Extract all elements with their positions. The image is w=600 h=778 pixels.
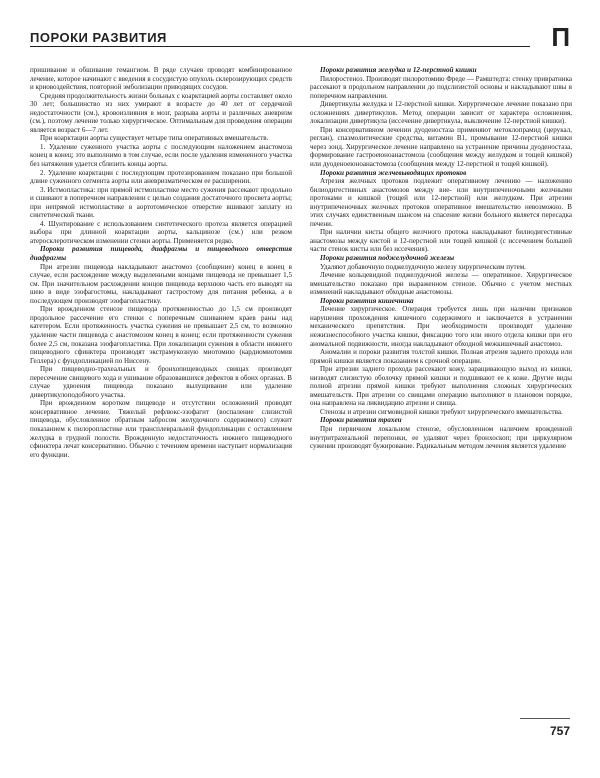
- paragraph: Атрезия желчных протоков подлежит оперативному лечению — наложению билиодигестивных анастомозов между вне- или внутрипеченочными желчными протоками и кишкой (тощей или 12-перстной) или желудком. При атрезии внутрипеченочных желчных протоков оперативное вмешательство невозможно. В этих случаях единственным шансом на спасение жизни больного является пересадка печени.: [310, 177, 572, 228]
- left-column: [30, 66, 292, 459]
- paragraph: Лечение хирургическое. Операция требуется лишь при наличии признаков нарушения прохождения кишечного содержимого и заключается в устранении механического препятствия. При необходимости производят удаление нежизнеспособного участка кишки, фиксацию того или иного отдела кишки при его аномальной подвижности, иногда накладывают обходной межкишечный анастомоз.: [310, 305, 572, 348]
- paragraph: При врожденном коротком пищеводе и отсутствии осложнений проводят консервативное лечение. Тяжелый рефлюкс-эзофагит (воспаление слизистой пищевода, обусловленное обратным забросом желудочного содержимого) служит показанием к пилоропластике или трансплевральной фундопликации с оставлением желудка в грудной полости. Врожденную недостаточность нижнего пищеводного сфинктера лечат консервативно. Обычно с течением времени наступает нормализация его функции.: [30, 399, 292, 459]
- header-rule: [30, 46, 530, 47]
- section-heading: Пороки развития поджелудочной железы: [320, 254, 455, 263]
- section-heading: Пороки развития желчевыводящих протоков: [320, 168, 467, 177]
- section-heading: Пороки развития трахеи: [320, 416, 402, 425]
- right-column: [310, 66, 572, 451]
- paragraph: При пищеводно-трахеальных и бронхопищеводных свищах производят пересечение свищевого хода и ушивание образовавшихся дефектов в обоих органах. В случае удвоения пищевода показано вылущивание или удаление дивертикулоподобного участка.: [30, 365, 292, 399]
- paragraph: пришивание и обшивание гемангиом. В ряде случаев проводят комбинированное лечение, которое начинают с введения в сосудистую опухоль склерозирующих средств и криовоздействия, повторной эмболизации приводящих сосудов.: [30, 66, 292, 92]
- paragraph: 3. Истмопластика: при прямой истмопластике место сужения рассекают продольно и сшивают в поперечном направлении с целью создания достаточного просвета аорты; при непрямой истмопластике в аортотомическое отверстие вшивают заплату из синтетической ткани.: [30, 185, 292, 220]
- paragraph: При консервативном лечении дуоденостаза применяют метоклопрамид (церукал, реглан), спазмолитические средства, витамин B1, промывание 12-перстной кишки через зонд. Хирургическое лечение направлено на устранение причины дуоденостаза, формирование гастроеюноанастомоза (сообщения между желудком и тощей кишкой) или дуоденоеюноанастомоза (сообщения между 12-перстной и тощей кишкой).: [310, 125, 572, 169]
- paragraph: Лечение кольцевидной поджелудочной железы — оперативное. Хирургическое вмешательство показано при выраженном стенозе. Обычно с учетом местных изменений накладывают обходные анастомозы.: [310, 271, 572, 297]
- section-letter: П: [551, 22, 570, 52]
- paragraph: Удаляют добавочную поджелудочную железу хирургическим путем.: [320, 262, 526, 271]
- paragraph: При первичном локальном стенозе, обусловленном наличием врожденной внутритрахеальной перепонки, ее удаляют через бронхоскоп; при циркулярном сужении производят бужирование. Радикальным методом лечения является удаление: [310, 424, 572, 451]
- paragraph: При коарктации аорты существует четыре типа оперативных вмешательств.: [40, 134, 269, 143]
- section-heading: Пороки развития пищевода, диафрагмы и пищеводного отверстия диафрагмы: [30, 245, 292, 263]
- paragraph: Пилоростеноз. Производят пилоротомию Фреде — Рамштедта: стенку привратника рассекают в продольном направлении до подслизистой основы и накладывают швы в поперечном направлении.: [310, 74, 572, 100]
- page-number-rule: [520, 718, 570, 719]
- running-title: ПОРОКИ РАЗВИТИЯ: [30, 30, 167, 45]
- paragraph: 1. Удаление суженного участка аорты с последующим наложением анастомоза конец в конец; это выполнимо в том случае, если после удаления измененного участка без натяжения удается сблизить концы аорты.: [30, 142, 292, 169]
- paragraph: При наличии кисты общего желчного протока накладывают билиодигестивные анастомозы между кистой и 12-перстной или тощей кишкой (с иссечением большей части стенок кисты или без иссечения).: [310, 228, 572, 254]
- page-number: 757: [549, 724, 570, 738]
- paragraph: При атрезии заднего прохода рассекают кожу, заращивающую выход из кишки, низводят слизистую оболочку прямой кишки и подшивают ее к коже. Другие виды полной атрезии прямой кишки требуют выполнения сложных хирургических вмешательств. При атрезии со свищами операцию выполняют в плановом порядке, она направлена на ликвидацию атрезии и свища.: [310, 365, 572, 408]
- section-heading: Пороки развития кишечника: [320, 296, 414, 305]
- paragraph: Дивертикулы желудка и 12-перстной кишки. Хирургическое лечение показано при осложнениях дивертикулов. Метод операции зависит от характера осложнения, локализации дивертикула (иссечение дивертикула, выключение 12-перстной кишки).: [310, 100, 572, 126]
- paragraph: При атрезии пищевода накладывают анастомоз (сообщение) конец в конец в случае, если расхождение между выделенными концами пищевода не превышает 1,5 см. При значительном расхождении концов пищевода верхнюю часть его выводят на шею в виде эзофагостомы, накладывают гастростому для питания ребенка, а в последующем производят эзофагопластику.: [30, 262, 292, 305]
- paragraph: Средняя продолжительность жизни больных с коарктацией аорты составляет около 30 лет; большинство из них умирают в возрасте до 40 лет от сердечной недостаточности (см.), кровоизлияния в мозг, разрыва аорты и различных аневризм (см.), поэтому лечение только хирургическое. Оптимальным для проведения операции является возраст 6—7 лет.: [30, 91, 292, 134]
- paragraph: При врожденном стенозе пищевода протяженностью до 1,5 см производят продольное рассечение его стенки с поперечным сшиванием краев раны над катетером. Если протяженность участка сужения не превышает 2,5 см, то возможно удаление части пищевода с анастомозом конец в конец; если протяженности сужения более 2,5 см, показана эзофагопластика. При локализации сужения в области нижнего пищеводного сфинктера производят экстрамукозную миотомию (кардиомиотомия Геллера) с фундопликацией по Ниссену.: [30, 305, 292, 365]
- page-header: [30, 24, 570, 50]
- section-heading: Пороки развития желудка и 12-перстной кишки: [320, 66, 477, 74]
- paragraph: Стенозы и атрезии сигмовидной кишки требуют хирургического вмешательства.: [320, 407, 563, 416]
- paragraph: Аномалии и пороки развития толстой кишки. Полная атрезия заднего прохода или прямой кишки является показанием к срочной операции.: [310, 348, 572, 365]
- paragraph: 4. Шунтирование с использованием синтетического протеза является операцией выбора при длинной коарктации аорты, кальцинозе (см.) или резком атеросклеротическом изменении стенки аорты. Применяется редко.: [30, 219, 292, 245]
- paragraph: 2. Удаление коарктации с последующим протезированием показано при большой длине суженного сегмента аорты или аневризматическом ее расширении.: [30, 168, 292, 186]
